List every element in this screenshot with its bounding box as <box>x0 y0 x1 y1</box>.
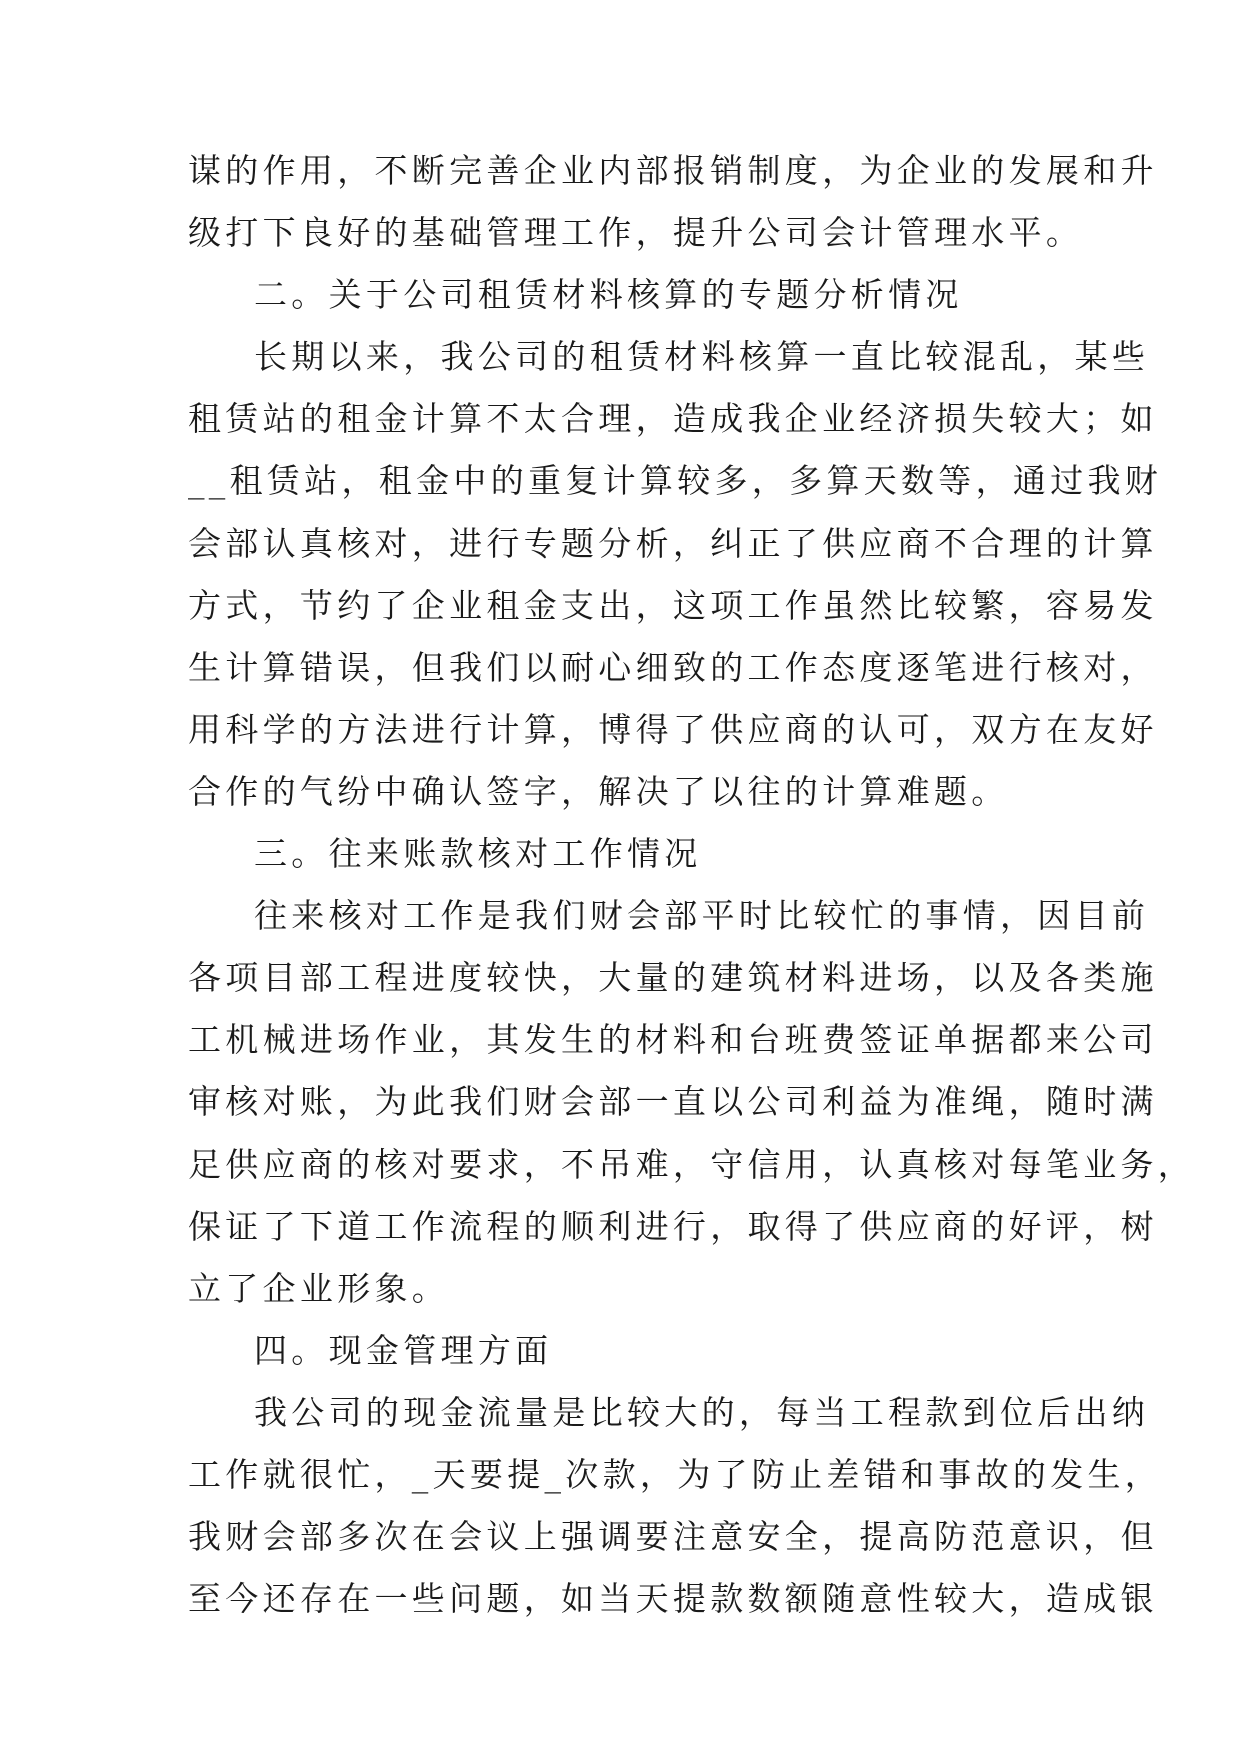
body-line: 租赁站的租金计算不太合理，造成我企业经济损失较大；如 <box>188 399 1158 439</box>
body-line: 保证了下道工作流程的顺利进行，取得了供应商的好评，树 <box>188 1206 1158 1246</box>
body-line: 足供应商的核对要求，不吊难，守信用，认真核对每笔业务， <box>188 1144 1196 1184</box>
body-line: 各项目部工程进度较快，大量的建筑材料进场，以及各类施 <box>188 958 1158 998</box>
paragraph-first-line: 长期以来，我公司的租赁材料核算一直比较混乱，某些 <box>254 337 1150 377</box>
body-line: 合作的气纷中确认签字，解决了以往的计算难题。 <box>188 771 1009 811</box>
body-line: __租赁站，租金中的重复计算较多，多算天数等，通过我财 <box>188 461 1163 501</box>
body-line: 立了企业形象。 <box>188 1268 450 1308</box>
section-heading: 二。关于公司租赁材料核算的专题分析情况 <box>254 275 963 315</box>
paragraph-first-line: 我公司的现金流量是比较大的，每当工程款到位后出纳 <box>254 1392 1150 1432</box>
body-line: 工作就很忙，_天要提_次款，为了防止差错和事故的发生， <box>188 1454 1163 1494</box>
body-line: 至今还存在一些问题，如当天提款数额随意性较大，造成银 <box>188 1579 1158 1619</box>
body-line: 工机械进场作业，其发生的材料和台班费签证单据都来公司 <box>188 1020 1158 1060</box>
body-line: 我财会部多次在会议上强调要注意安全，提高防范意识，但 <box>188 1517 1158 1557</box>
body-line: 方式，节约了企业租金支出，这项工作虽然比较繁，容易发 <box>188 585 1158 625</box>
body-line: 审核对账，为此我们财会部一直以公司利益为准绳，随时满 <box>188 1082 1158 1122</box>
body-line: 生计算错误，但我们以耐心细致的工作态度逐笔进行核对， <box>188 647 1158 687</box>
body-line: 级打下良好的基础管理工作，提升公司会计管理水平。 <box>188 213 1084 253</box>
paragraph-first-line: 往来核对工作是我们财会部平时比较忙的事情，因目前 <box>254 896 1150 936</box>
section-heading: 四。现金管理方面 <box>254 1330 553 1370</box>
body-line: 用科学的方法进行计算，博得了供应商的认可，双方在友好 <box>188 709 1158 749</box>
document-body <box>188 140 1196 1630</box>
section-heading: 三。往来账款核对工作情况 <box>254 834 702 874</box>
body-line: 谋的作用，不断完善企业内部报销制度，为企业的发展和升 <box>188 151 1158 190</box>
body-line: 会部认真核对，进行专题分析，纠正了供应商不合理的计算 <box>188 523 1158 563</box>
